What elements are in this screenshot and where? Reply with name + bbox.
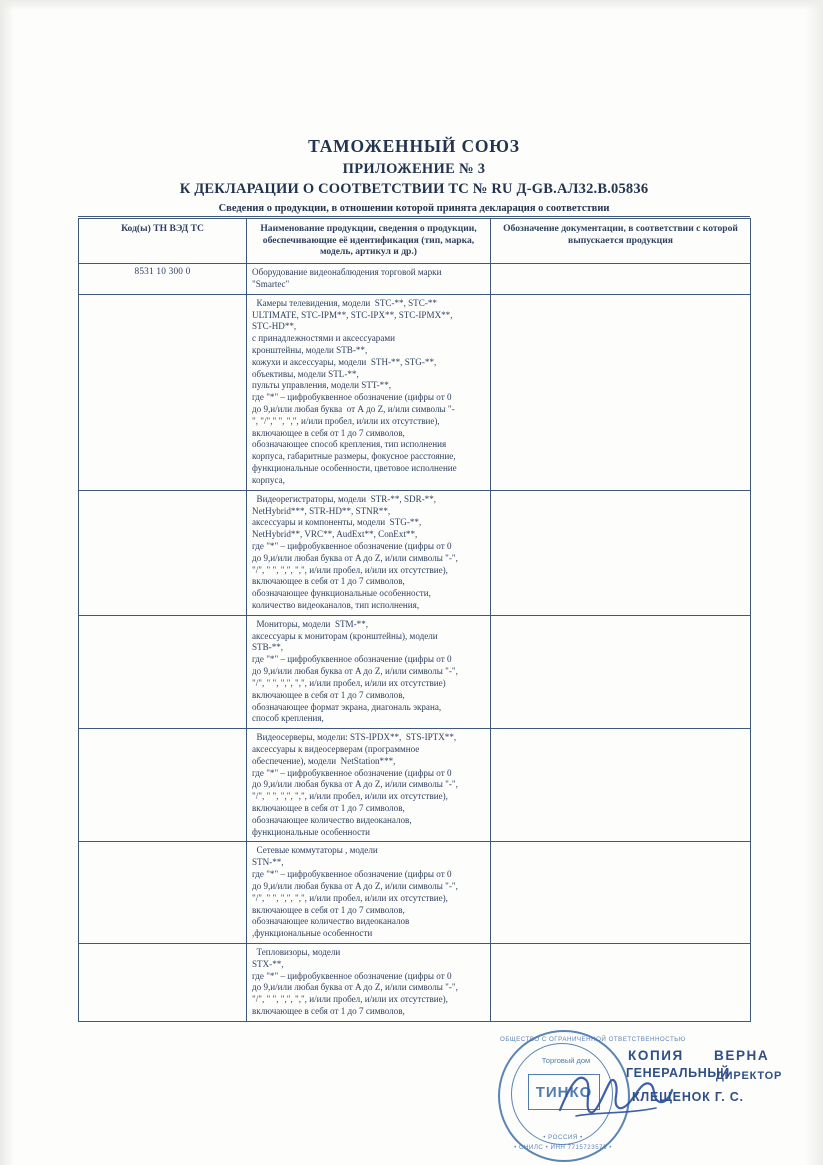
- product-line: количество видеоканалов, тип исполнения,: [252, 600, 420, 611]
- product-line: пульты управления, модели STT-**,: [252, 380, 392, 391]
- cell-code: [79, 842, 247, 944]
- appendix-number: ПРИЛОЖЕНИЕ № 3: [342, 161, 486, 177]
- product-line: где "*" – цифробуквенное обозначение (цифры от 0: [252, 869, 452, 880]
- product-line: с принадлежностями и аксессуарами: [252, 333, 395, 344]
- product-line: включающее в себя от 1 до 7 символов,: [252, 427, 405, 438]
- product-line: обозначающее формат экрана, диагональ экрана,: [252, 701, 442, 712]
- cell-documentation: [491, 294, 751, 490]
- column-header-documentation: Обозначение документации, в соответствии с которой выпускается продукция: [491, 219, 751, 264]
- product-line: кожухи и аксессуары, модели STH-**, STG-**,: [252, 356, 437, 367]
- product-line: до 9,и/или любая буква от A до Z, и/или символы "-",: [252, 982, 458, 993]
- product-line: аксессуары к видеосерверам (программное: [252, 743, 420, 754]
- product-line: Сетевые коммутаторы , модели: [252, 845, 378, 856]
- stamp-brand: ТИНКО: [528, 1074, 600, 1110]
- product-line: NetHybrid**, VRC**, AudExt**, ConExt**,: [252, 529, 418, 540]
- table-row: [79, 294, 751, 490]
- product-line: функциональные особенности, цветовое исполнение: [252, 463, 457, 474]
- cell-documentation: [491, 615, 751, 728]
- product-line: обозначающее способ крепления, тип исполнения: [252, 439, 447, 450]
- product-table: [78, 218, 751, 1022]
- product-line: включающее в себя от 1 до 7 символов,: [252, 576, 405, 587]
- cell-code: 8531 10 300 0: [79, 264, 247, 295]
- product-line: кронштейны, модели STB-**,: [252, 344, 368, 355]
- product-line: аксессуары и компоненты, модели STG-**,: [252, 517, 422, 528]
- product-line: корпуса,: [252, 474, 285, 485]
- cell-product-description: [247, 943, 491, 1021]
- product-line: где "*" – цифробуквенное обозначение (цифры от 0: [252, 970, 452, 981]
- product-line: Тепловизоры, модели: [252, 946, 341, 957]
- table-row: [79, 842, 751, 944]
- product-line: до 9,и/или любая буква от A до Z, и/или символы "-",: [252, 666, 458, 677]
- signature-icon: [556, 1066, 676, 1126]
- product-line: обозначающее количество видеоканалов,: [252, 814, 412, 825]
- product-line: Оборудование видеонаблюдения торговой марки: [252, 267, 442, 278]
- cell-documentation: [491, 842, 751, 944]
- cell-documentation: [491, 264, 751, 295]
- stamp-arc-bottom-text: • РОССИЯ •: [543, 1134, 583, 1141]
- cell-code: [79, 943, 247, 1021]
- product-line: функциональные особенности: [252, 826, 371, 837]
- product-line: до 9,и/или любая буква от A до Z, и/или символы "-",: [252, 779, 458, 790]
- product-line: где "*" – цифробуквенное обозначение (цифры от 0: [252, 540, 452, 551]
- director-name: КЛЕЩЕНОК Г. С.: [632, 1090, 744, 1104]
- cell-code: [79, 615, 247, 728]
- cell-code: [79, 294, 247, 490]
- product-line: NetHybrid***, STR-HD**, STNR**,: [252, 505, 391, 516]
- section-banner: Сведения о продукции, в отношении которой принята декларация о соответствии: [78, 203, 750, 217]
- product-line: STB-**,: [252, 642, 284, 653]
- table-header-row: [79, 219, 751, 264]
- table-row: [79, 490, 751, 615]
- table-row: [79, 615, 751, 728]
- product-line: включающее в себя от 1 до 7 символов,: [252, 904, 405, 915]
- product-line: STN-**,: [252, 857, 284, 868]
- table-row: [79, 264, 751, 295]
- product-line: где "*" – цифробуквенное обозначение (цифры от 0: [252, 654, 452, 665]
- product-line: включающее в себя от 1 до 7 символов,: [252, 1006, 405, 1017]
- product-line: где "*" – цифробуквенное обозначение (цифры от 0: [252, 767, 452, 778]
- declaration-number: К ДЕКЛАРАЦИИ О СООТВЕТСТВИИ ТС № RU Д-GB.АЛ32.В.05836: [179, 181, 649, 197]
- product-line: способ крепления,: [252, 713, 324, 724]
- product-line: Видеорегистраторы, модели STR-**, SDR-**,: [252, 493, 437, 504]
- product-line: обеспечение), модели NetStation***,: [252, 755, 396, 766]
- product-line: "/", " ", ",", ",", и/или пробел, и/или их отсутствие),: [252, 564, 448, 575]
- product-line: обозначающее функциональные особенности,: [252, 588, 431, 599]
- product-line: "/", " ", ",", ",", и/или пробел, и/или их отсутствие): [252, 677, 446, 688]
- product-line: "/", " ", ",", ",", и/или пробел, и/или их отсутствие),: [252, 791, 448, 802]
- product-line: корпуса, габаритные размеры, фокусное расстояние,: [252, 451, 456, 462]
- cell-product-description: [247, 615, 491, 728]
- general-director-label: ГЕНЕРАЛЬНЫЙ: [626, 1066, 730, 1080]
- copy-certified-label: КОПИЯ: [628, 1048, 684, 1063]
- product-line: Камеры телевидения, модели STC-**, STC-**: [252, 297, 437, 308]
- product-line: включающее в себя от 1 до 7 символов,: [252, 689, 405, 700]
- product-line: STX-**,: [252, 958, 284, 969]
- product-line: где "*" – цифробуквенное обозначение (цифры от 0: [252, 392, 452, 403]
- product-line: ", "/"," ", ",", и/или пробел, и/или их отсутствие),: [252, 415, 440, 426]
- cell-documentation: [491, 490, 751, 615]
- product-line: включающее в себя от 1 до 7 символов,: [252, 803, 405, 814]
- stamp-arc-top-text: ОБЩЕСТВО С ОГРАНИЧЕННОЙ ОТВЕТСТВЕННОСТЬЮ: [500, 1036, 686, 1043]
- column-header-code: Код(ы) ТН ВЭД ТС: [79, 219, 247, 264]
- table-row: [79, 729, 751, 842]
- cell-code: [79, 490, 247, 615]
- stamp-company-line: Торговый дом: [541, 1056, 591, 1065]
- director-label: ДИРЕКТОР: [716, 1070, 783, 1082]
- cell-product-description: [247, 842, 491, 944]
- table-row: [79, 943, 751, 1021]
- stamp-arc-bottom-text-2: • СНИЛС • ИНН 7715723576 •: [514, 1144, 612, 1151]
- cell-code: [79, 729, 247, 842]
- cell-product-description: [247, 294, 491, 490]
- product-line: ,функциональные особенности: [252, 928, 373, 939]
- scan-edge-left: [0, 0, 14, 1165]
- cell-documentation: [491, 943, 751, 1021]
- product-line: до 9,и/или любая буква от A до Z, и/или символы "-",: [252, 552, 458, 563]
- cell-product-description: [247, 490, 491, 615]
- product-line: Мониторы, модели STM-**,: [252, 618, 369, 629]
- product-line: аксессуары к мониторам (кронштейны), модели: [252, 630, 438, 641]
- scan-edge-right: [805, 0, 823, 1165]
- page-title: ТАМОЖЕННЫЙ СОЮЗ: [308, 136, 520, 156]
- cell-product-description: [247, 264, 491, 295]
- product-line: обозначающее количество видеоканалов: [252, 916, 410, 927]
- product-line: "/", " ", ",", ",", и/или пробел, и/или их отсутствие),: [252, 994, 448, 1005]
- product-line: до 9,и/или любая буква от A до Z, и/или символы "-",: [252, 880, 458, 891]
- cell-documentation: [491, 729, 751, 842]
- product-line: Видеосерверы, модели: STS-IPDX**, STS-IPTX**,: [252, 732, 457, 743]
- column-header-product: Наименование продукции, сведения о продукции, обеспечивающие её идентификация (тип, марка, модель, артикул и др.): [247, 219, 491, 264]
- cell-product-description: [247, 729, 491, 842]
- product-line: объективы, модели STL-**,: [252, 368, 359, 379]
- product-line: ULTIMATE, STC-IPM**, STC-IPX**, STC-IPMX**,: [252, 309, 453, 320]
- product-line: "/", " ", ",", ",", и/или пробел, и/или их отсутствие),: [252, 892, 448, 903]
- scan-edge-top: [0, 0, 823, 10]
- product-line: до 9,и/или любая буква от А до Z, и/или символы "-: [252, 404, 455, 415]
- copy-true-label: ВЕРНА: [714, 1048, 770, 1063]
- product-line: "Smartec": [252, 278, 290, 289]
- product-line: STC-HD**,: [252, 321, 297, 332]
- document-content: [78, 136, 750, 1022]
